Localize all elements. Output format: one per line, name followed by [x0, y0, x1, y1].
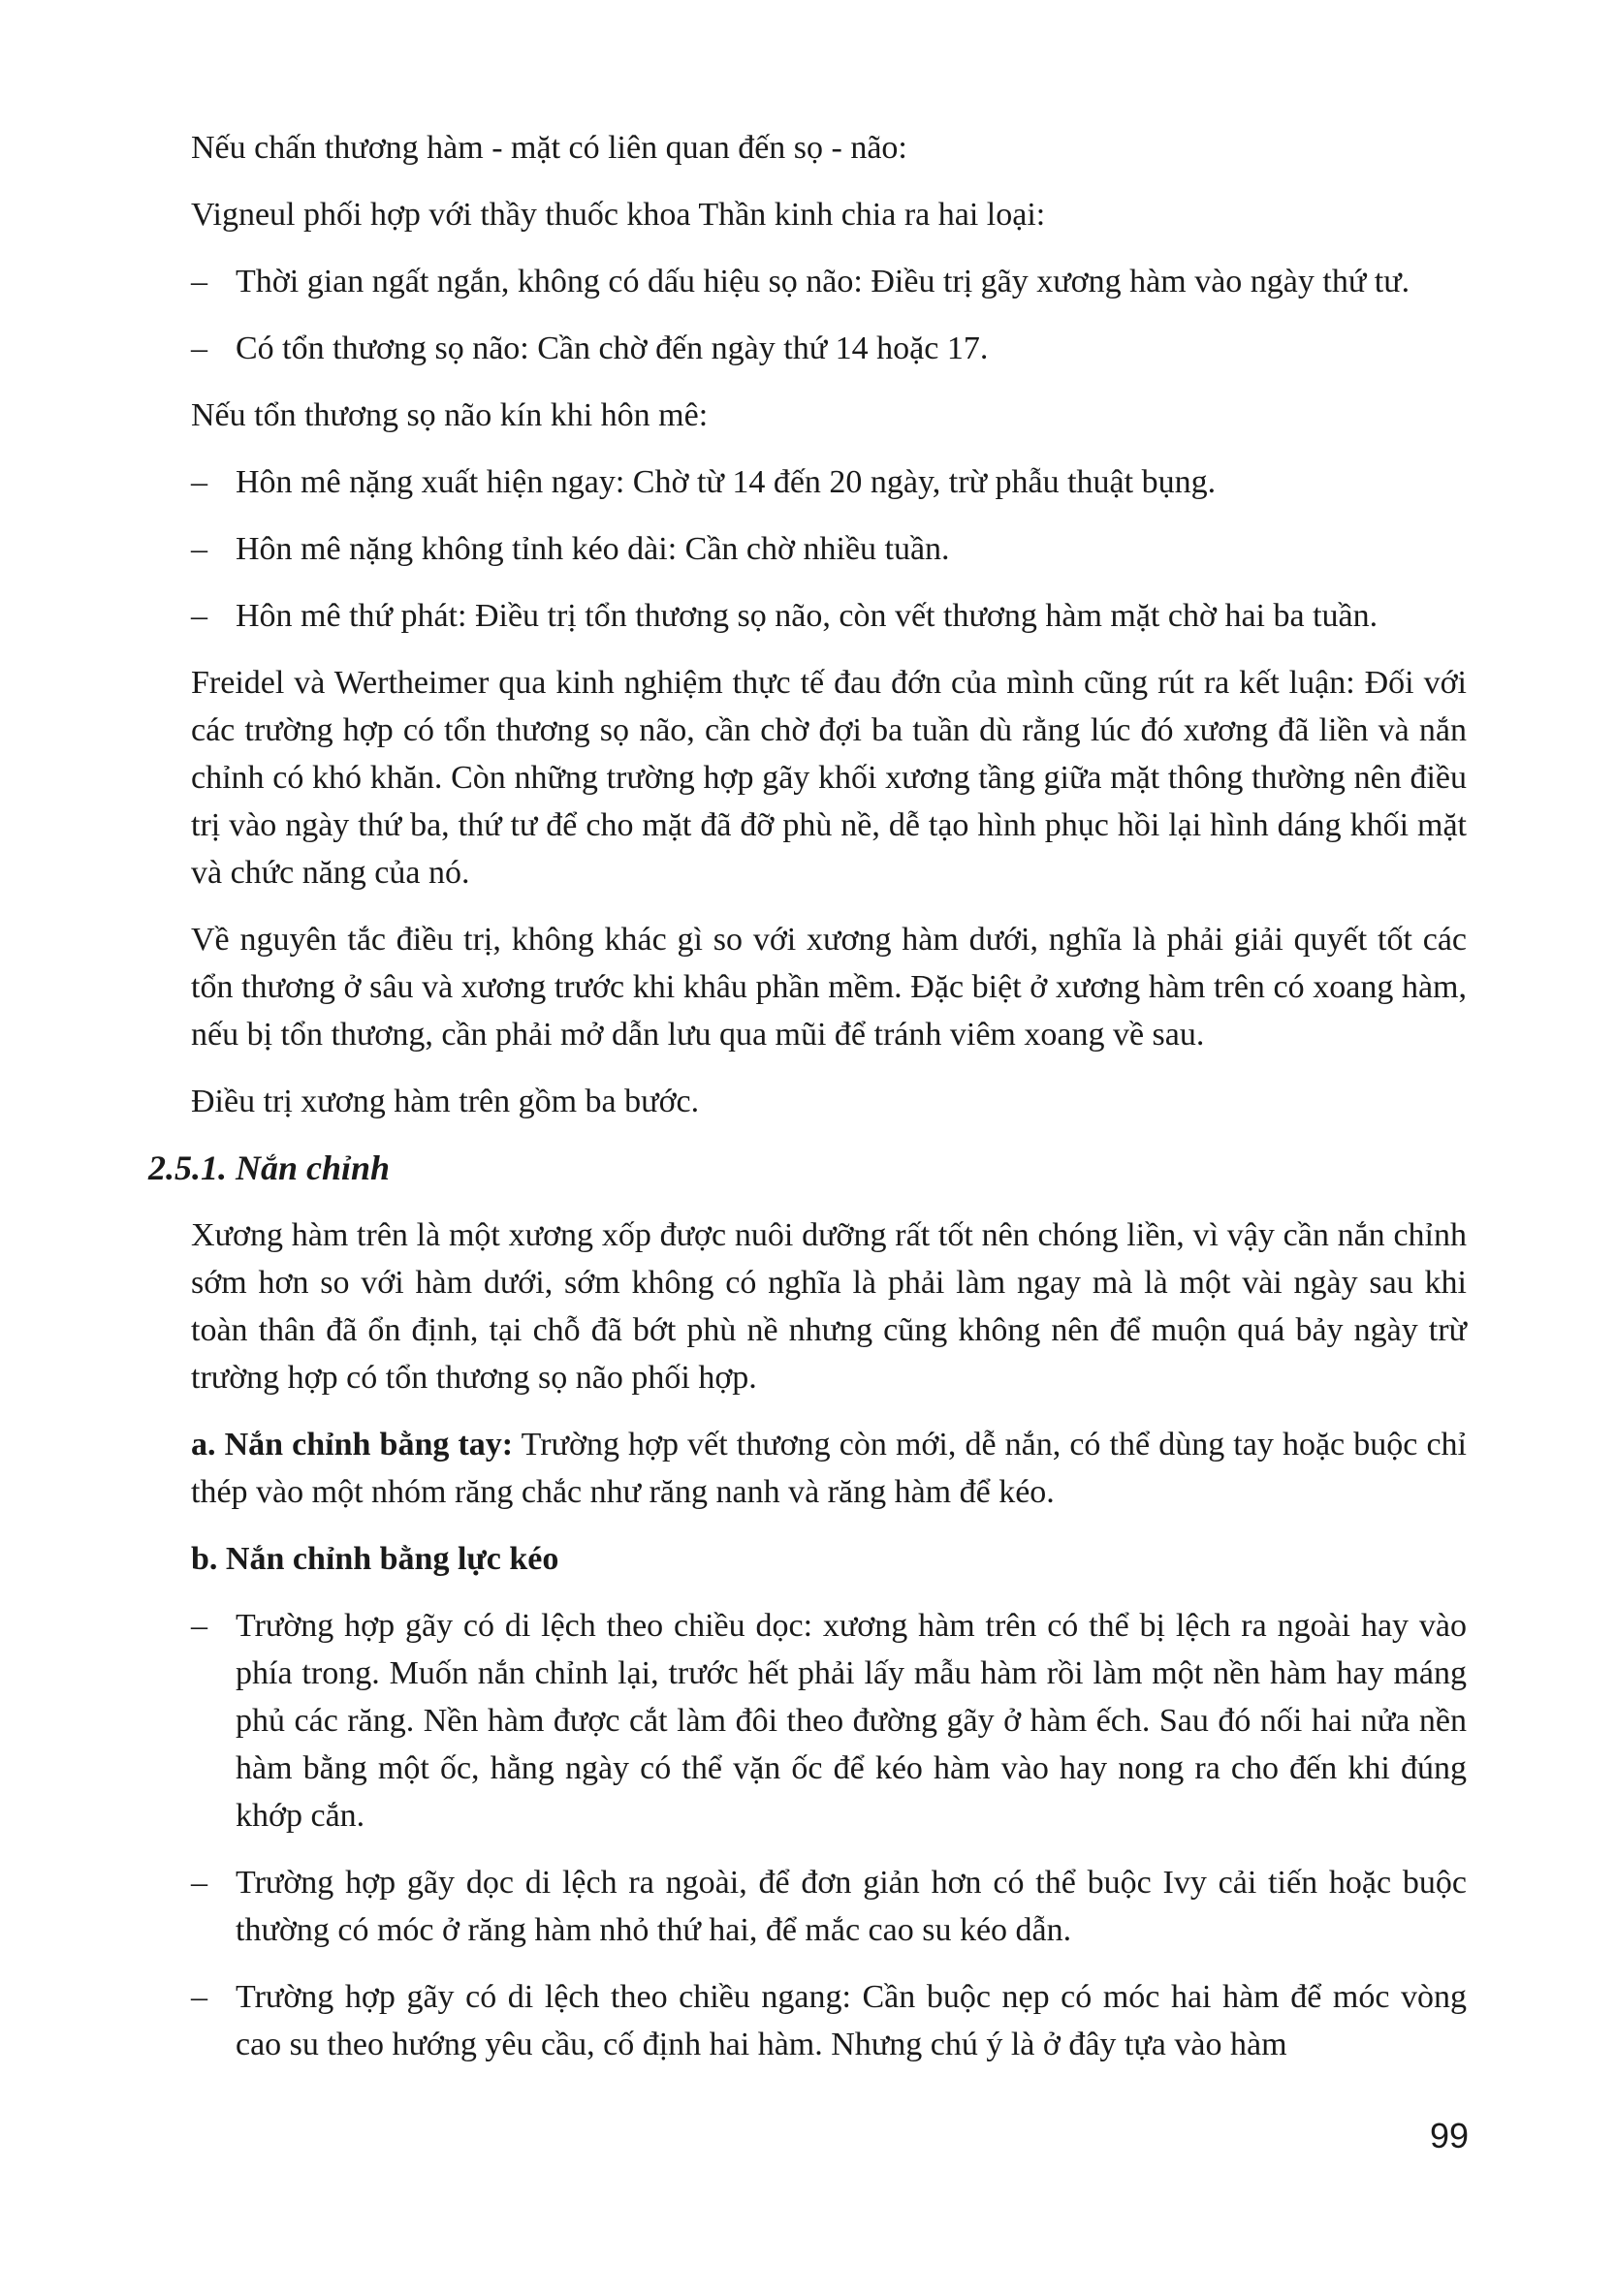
list-item-text: Có tổn thương sọ não: Cần chờ đến ngày thứ 14 hoặc 17.: [236, 330, 989, 366]
list-item: [191, 592, 1467, 640]
dash-marker: –: [191, 330, 207, 366]
dash-marker: –: [191, 1608, 207, 1644]
dash-marker: –: [191, 598, 207, 634]
list-item: [191, 458, 1467, 506]
list-item-text: Hôn mê nặng không tỉnh kéo dài: Cần chờ nhiều tuần.: [236, 531, 950, 567]
paragraph-intro-4: Freidel và Wertheimer qua kinh nghiệm thực tế đau đớn của mình cũng rút ra kết luận: Đối với các trường hợp có tổn thương sọ não, cần chờ đợi ba tuần dù rằng lúc đó xương đã liền và nắn chỉnh có khó khăn. Còn những trường hợp gãy khối xương tầng giữa mặt thông thường nên điều trị vào ngày thứ ba, thứ tư để cho mặt đã đỡ phù nề, dễ tạo hình phục hồi lại hình dáng khối mặt và chức năng của nó.: [191, 665, 1467, 891]
subheading-a: a. Nắn chỉnh bằng tay:: [191, 1427, 514, 1463]
paragraph-intro-2: Vigneul phối hợp với thầy thuốc khoa Thần kinh chia ra hai loại:: [191, 197, 1046, 233]
dash-marker: –: [191, 264, 207, 299]
list-item-text: Trường hợp gãy có di lệch theo chiều dọc: xương hàm trên có thể bị lệch ra ngoài hay vào phía trong. Muốn nắn chỉnh lại, trước hết phải lấy mẫu hàm rồi làm một nền hàm hay máng phủ các răng. Nền hàm được cắt làm đôi theo đường gãy ở hàm ếch. Sau đó nối hai nửa nền hàm bằng một ốc, hằng ngày có thể vặn ốc để kéo hàm vào hay nong ra cho đến khi đúng khớp cắn.: [236, 1608, 1467, 1834]
paragraph-intro-5: Về nguyên tắc điều trị, không khác gì so với xương hàm dưới, nghĩa là phải giải quyết tốt các tổn thương ở sâu và xương trước khi khâu phần mềm. Đặc biệt ở xương hàm trên có xoang hàm, nếu bị tổn thương, cần phải mở dẫn lưu qua mũi để tránh viêm xoang về sau.: [191, 922, 1467, 1053]
list-item: [191, 525, 1467, 573]
paragraph-a-text: Trường hợp vết thương còn mới, dễ nắn, có thể dùng tay hoặc buộc chỉ thép vào một nhóm răng chắc như răng nanh và răng hàm để kéo.: [191, 1427, 1467, 1510]
list-coma: [191, 458, 1467, 640]
list-item-text: Hôn mê nặng xuất hiện ngay: Chờ từ 14 đến 20 ngày, trừ phẫu thuật bụng.: [236, 464, 1217, 500]
paragraph-section-1: Xương hàm trên là một xương xốp được nuôi dưỡng rất tốt nên chóng liền, vì vậy cần nắn chỉnh sớm hơn so với hàm dưới, sớm không có nghĩa là phải làm ngay mà là một vài ngày sau khi toàn thân đã ổn định, tại chỗ đã bớt phù nề nhưng cũng không nên để muộn quá bảy ngày trừ trường hợp có tổn thương sọ não phối hợp.: [191, 1217, 1467, 1396]
dash-marker: –: [191, 531, 207, 567]
dash-marker: –: [191, 1979, 207, 2015]
dash-marker: –: [191, 1865, 207, 1901]
section-heading: 2.5.1. Nắn chỉnh: [148, 1148, 391, 1187]
paragraph-intro-6: Điều trị xương hàm trên gồm ba bước.: [191, 1084, 700, 1119]
paragraph-intro-1: Nếu chấn thương hàm - mặt có liên quan đến sọ - não:: [191, 130, 907, 166]
list-item-text: Trường hợp gãy dọc di lệch ra ngoài, để đơn giản hơn có thể buộc Ivy cải tiến hoặc buộc thường có móc ở răng hàm nhỏ thứ hai, để mắc cao su kéo dẫn.: [236, 1865, 1467, 1948]
subheading-b: b. Nắn chỉnh bằng lực kéo: [191, 1541, 559, 1577]
list-item: [191, 325, 1467, 372]
list-item: [191, 1973, 1467, 2068]
paragraph-intro-3: Nếu tổn thương sọ não kín khi hôn mê:: [191, 397, 709, 433]
list-item-text: Thời gian ngất ngắn, không có dấu hiệu sọ não: Điều trị gãy xương hàm vào ngày thứ tư.: [236, 264, 1410, 299]
list-item: [191, 1859, 1467, 1954]
list-item: [191, 258, 1467, 305]
dash-marker: –: [191, 464, 207, 500]
page-content: [148, 124, 1467, 2088]
page-number: 99: [1429, 2116, 1469, 2155]
list-vigneul: [191, 258, 1467, 372]
list-traction: [191, 1602, 1467, 2068]
list-item: [191, 1602, 1467, 1840]
list-item-text: Trường hợp gãy có di lệch theo chiều ngang: Cần buộc nẹp có móc hai hàm để móc vòng cao su theo hướng yêu cầu, cố định hai hàm. Nhưng chú ý là ở đây tựa vào hàm: [236, 1979, 1467, 2062]
list-item-text: Hôn mê thứ phát: Điều trị tổn thương sọ não, còn vết thương hàm mặt chờ hai ba tuần.: [236, 598, 1378, 634]
paragraph-manual-reduction: [191, 1421, 1467, 1516]
